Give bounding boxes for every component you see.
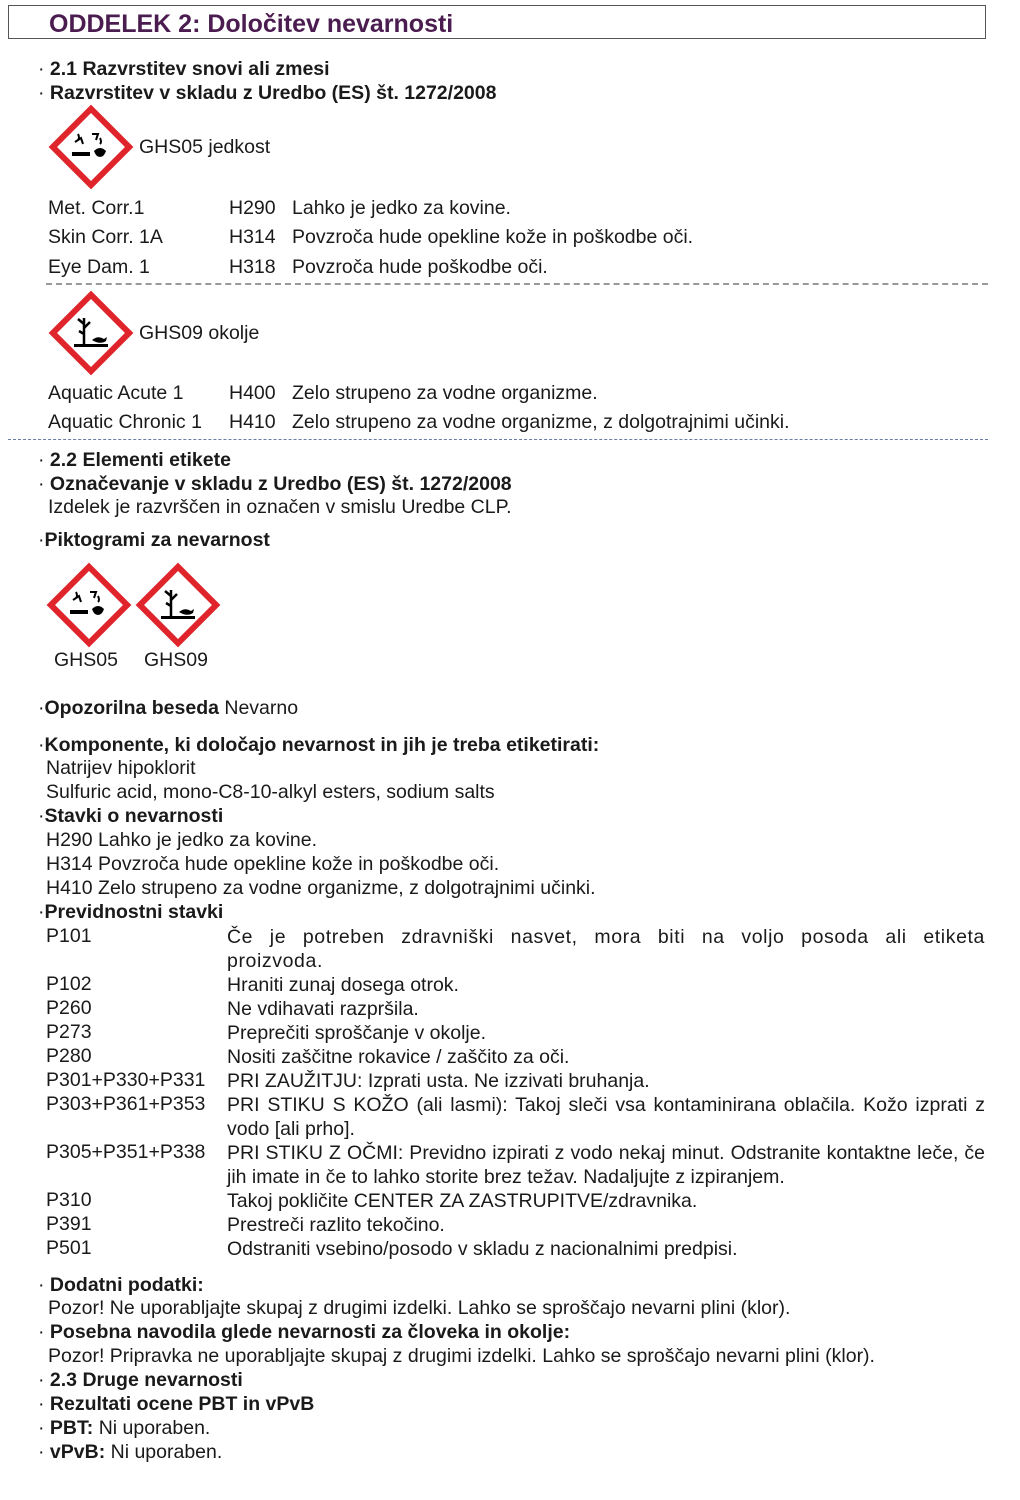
- signal-word-line: ·Opozorilna beseda Nevarno: [38, 697, 299, 719]
- precaution-text: Prestreči razlito tekočino.: [227, 1214, 445, 1236]
- s21-heading: 2.1 Razvrstitev snovi ali zmesi: [49, 58, 330, 80]
- ghs05-row-code: H318: [229, 256, 276, 278]
- section-title: ODDELEK 2: Določitev nevarnosti: [49, 10, 454, 38]
- precaution-code: P260: [46, 997, 92, 1019]
- pbt-label: PBT:: [49, 1417, 94, 1439]
- precaution-code: P273: [46, 1021, 92, 1043]
- vpvb-label: vPvB:: [49, 1441, 106, 1463]
- s22-heading: 2.2 Elementi etikete: [49, 449, 231, 471]
- special-heading-line: · Posebna navodila glede nevarnosti za človeka in okolje:: [38, 1321, 571, 1343]
- signal-heading: Opozorilna beseda: [44, 697, 219, 719]
- precaution-text: Hraniti zunaj dosega otrok.: [227, 974, 459, 996]
- precaution-text: PRI STIKU Z OČMI: Previdno izpirati z vodo nekaj minut. Odstranite kontaktne leče, če jih imate in če to lahko storite brez težav. Nadaljujte z izpiranjem.: [227, 1142, 985, 1188]
- hazard-heading: Stavki o nevarnosti: [44, 805, 224, 827]
- hazard-statement: H314 Povzroča hude opekline kože in poškodbe oči.: [46, 853, 500, 875]
- ghs09-row-class: Aquatic Acute 1: [48, 382, 184, 404]
- pbt-heading: Rezultati ocene PBT in vPvB: [49, 1393, 315, 1415]
- additional-text: Pozor! Ne uporabljajte skupaj z drugimi izdelki. Lahko se sproščajo nevarni plini (klor).: [48, 1297, 791, 1319]
- s22-subheading-line: · Označevanje v skladu z Uredbo (ES) št. 1272/2008: [38, 473, 512, 495]
- components-heading: Komponente, ki določajo nevarnost in jih je treba etiketirati:: [44, 734, 600, 756]
- additional-heading: Dodatni podatki:: [49, 1274, 204, 1296]
- ghs09-environment-icon: [135, 562, 221, 648]
- precaution-text: Preprečiti sproščanje v okolje.: [227, 1022, 487, 1044]
- s23-heading: 2.3 Druge nevarnosti: [49, 1369, 243, 1391]
- hazard-statement: H290 Lahko je jedko za kovine.: [46, 829, 318, 851]
- precaution-text: Odstraniti vsebino/posodo v skladu z nacionalnimi predpisi.: [227, 1238, 738, 1260]
- precaution-code: P305+P351+P338: [46, 1141, 206, 1163]
- ghs05-row-text: Lahko je jedko za kovine.: [292, 197, 511, 219]
- precaution-code: P280: [46, 1045, 92, 1067]
- section-divider: [8, 439, 988, 440]
- pictograms-heading-line: ·Piktogrami za nevarnost: [38, 529, 270, 551]
- ghs05-corrosion-icon: [48, 104, 134, 190]
- precaution-text: Takoj pokličite CENTER ZA ZASTRUPITVE/zdravnika.: [227, 1190, 698, 1212]
- additional-heading-line: · Dodatni podatki:: [38, 1274, 204, 1296]
- precaution-code: P301+P330+P331: [46, 1069, 206, 1091]
- pictogram-label: GHS05: [54, 649, 118, 671]
- ghs09-row-class: Aquatic Chronic 1: [48, 411, 202, 433]
- ghs09-row-text: Zelo strupeno za vodne organizme, z dolgotrajnimi učinki.: [292, 411, 790, 433]
- pictogram-label: GHS09: [144, 649, 208, 671]
- precaution-code: P303+P361+P353: [46, 1093, 206, 1115]
- ghs09-label: GHS09 okolje: [139, 322, 260, 344]
- precaution-heading-line: ·Previdnostni stavki: [38, 901, 224, 923]
- vpvb-line: · vPvB: Ni uporaben.: [38, 1441, 223, 1463]
- ghs05-row-class: Met. Corr.1: [48, 197, 145, 219]
- pictograms-heading: Piktogrami za nevarnost: [44, 529, 270, 551]
- ghs05-row-class: Skin Corr. 1A: [48, 226, 163, 248]
- precaution-text: PRI STIKU S KOŽO (ali lasmi): Takoj sleči vsa kontaminirana oblačila. Kožo izprati z vodo [ali prho].: [227, 1094, 985, 1140]
- s22-heading-line: · 2.2 Elementi etikete: [38, 449, 231, 471]
- hazard-statement: H410 Zelo strupeno za vodne organizme, z dolgotrajnimi učinki.: [46, 877, 596, 899]
- precaution-code: P102: [46, 973, 92, 995]
- pbt-heading-line: · Rezultati ocene PBT in vPvB: [38, 1393, 315, 1415]
- pbt-line: · PBT: Ni uporaben.: [38, 1417, 211, 1439]
- precaution-text: Nositi zaščitne rokavice / zaščito za oči.: [227, 1046, 570, 1068]
- vpvb-value: Ni uporaben.: [110, 1441, 223, 1463]
- component-item: Sulfuric acid, mono-C8-10-alkyl esters, sodium salts: [46, 781, 495, 803]
- section-header: [8, 5, 986, 39]
- precaution-text: PRI ZAUŽITJU: Izprati usta. Ne izzivati bruhanja.: [227, 1070, 650, 1092]
- ghs05-label: GHS05 jedkost: [139, 136, 271, 158]
- special-text: Pozor! Pripravka ne uporabljajte skupaj z drugimi izdelki. Lahko se sproščajo nevarni plini (klor).: [48, 1345, 875, 1367]
- precaution-code: P501: [46, 1237, 92, 1259]
- ghs09-row-code: H410: [229, 411, 276, 433]
- ghs05-row-class: Eye Dam. 1: [48, 256, 150, 278]
- precaution-code: P310: [46, 1189, 92, 1211]
- precaution-heading: Previdnostni stavki: [44, 901, 224, 923]
- precaution-code: P391: [46, 1213, 92, 1235]
- s22-subheading: Označevanje v skladu z Uredbo (ES) št. 1272/2008: [49, 473, 512, 495]
- s23-heading-line: · 2.3 Druge nevarnosti: [38, 1369, 243, 1391]
- pbt-value: Ni uporaben.: [98, 1417, 211, 1439]
- special-heading: Posebna navodila glede nevarnosti za človeka in okolje:: [49, 1321, 571, 1343]
- ghs09-row-text: Zelo strupeno za vodne organizme.: [292, 382, 598, 404]
- divider: [46, 283, 988, 285]
- ghs05-corrosion-icon: [46, 562, 132, 648]
- s22-intro: Izdelek je razvrščen in označen v smislu Uredbe CLP.: [48, 496, 512, 518]
- ghs05-row-text: Povzroča hude poškodbe oči.: [292, 256, 548, 278]
- hazard-heading-line: ·Stavki o nevarnosti: [38, 805, 224, 827]
- ghs05-row-code: H290: [229, 197, 276, 219]
- precaution-text: Če je potreben zdravniški nasvet, mora biti na voljo posoda ali etiketa proizvoda.: [227, 926, 985, 972]
- ghs09-row-code: H400: [229, 382, 276, 404]
- signal-word: Nevarno: [224, 697, 299, 719]
- s21-heading-line: · 2.1 Razvrstitev snovi ali zmesi: [38, 58, 330, 80]
- ghs05-row-text: Povzroča hude opekline kože in poškodbe oči.: [292, 226, 694, 248]
- component-item: Natrijev hipoklorit: [46, 757, 196, 779]
- components-heading-line: ·Komponente, ki določajo nevarnost in jih je treba etiketirati:: [38, 734, 600, 756]
- precaution-text: Ne vdihavati razpršila.: [227, 998, 419, 1020]
- s21-subheading: Razvrstitev v skladu z Uredbo (ES) št. 1272/2008: [49, 82, 497, 104]
- ghs09-environment-icon: [48, 290, 134, 376]
- s21-subheading-line: · Razvrstitev v skladu z Uredbo (ES) št. 1272/2008: [38, 82, 497, 104]
- ghs05-row-code: H314: [229, 226, 276, 248]
- precaution-code: P101: [46, 925, 92, 947]
